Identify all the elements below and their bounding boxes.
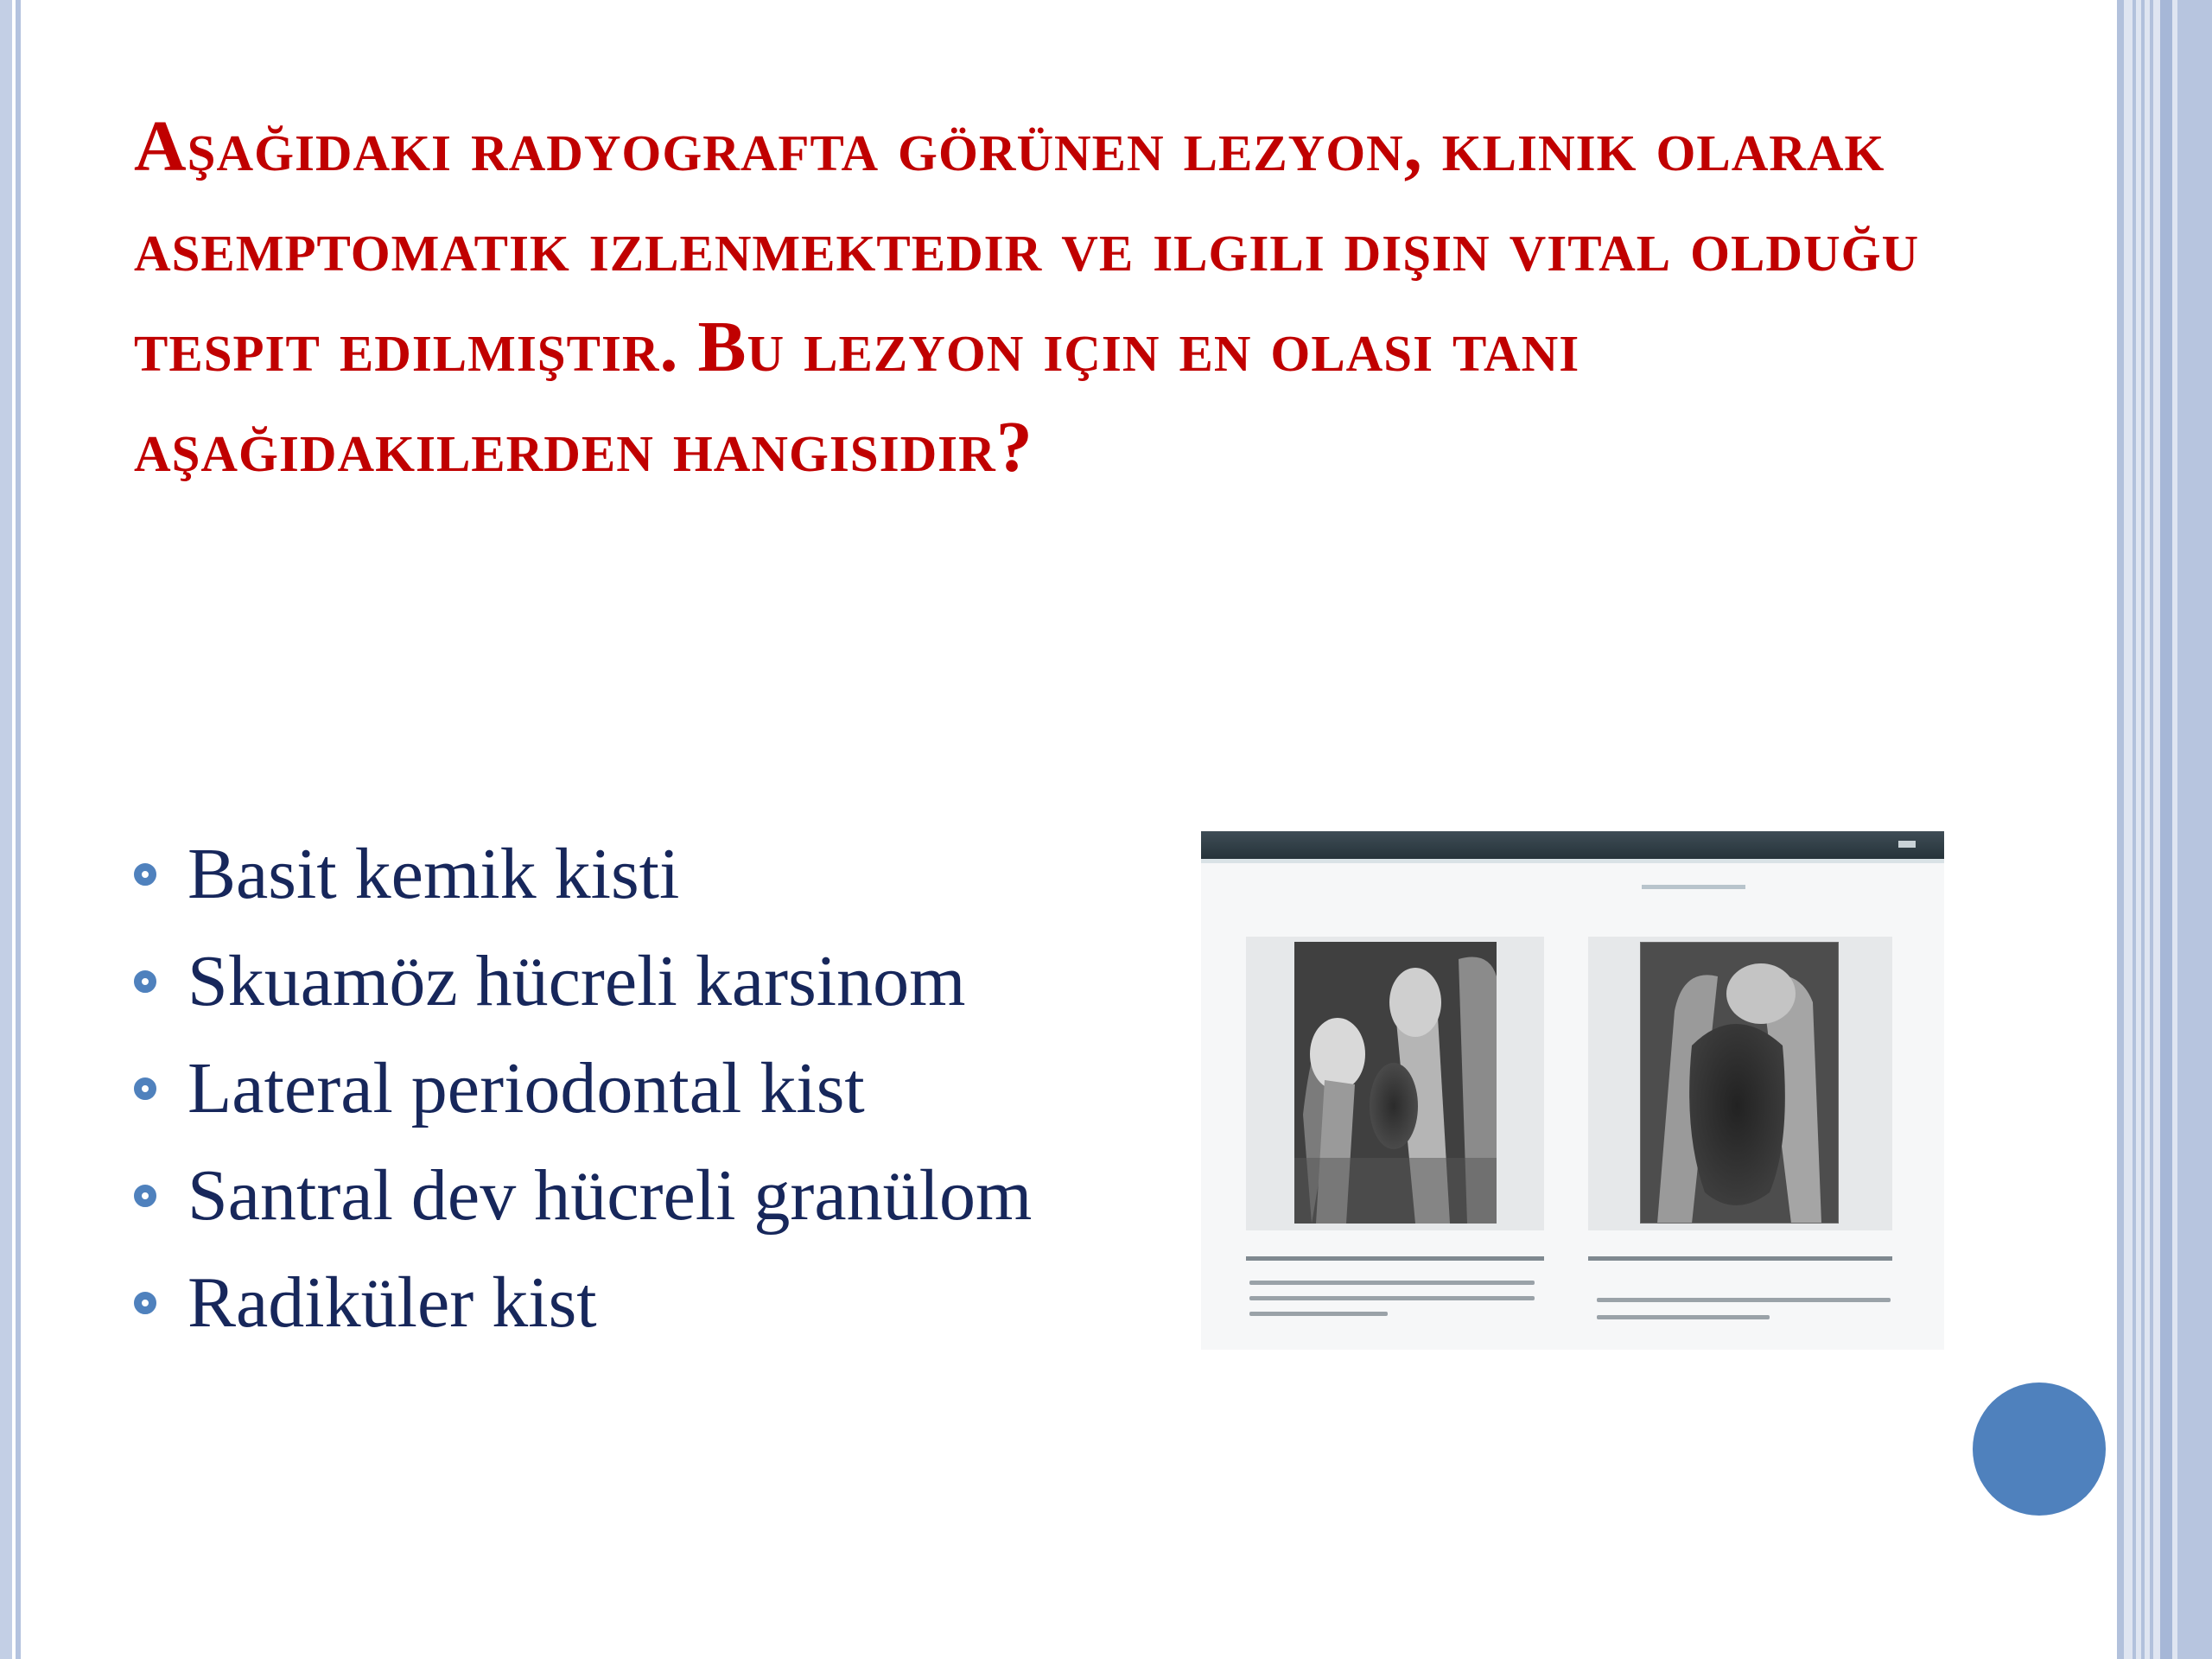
right-border-stripe bbox=[2133, 0, 2136, 1659]
radiograph-right bbox=[1640, 942, 1839, 1224]
radiograph-image bbox=[1201, 831, 1944, 1350]
right-border-stripe bbox=[2150, 0, 2153, 1659]
radiograph-left bbox=[1294, 942, 1497, 1224]
left-border-stripe-inner bbox=[16, 0, 21, 1659]
radiograph-divider bbox=[1246, 1256, 1544, 1261]
radiograph-left-drawing bbox=[1294, 942, 1497, 1224]
option-text: Radiküler kist bbox=[188, 1262, 597, 1343]
left-border-stripe bbox=[0, 0, 12, 1659]
decorative-circle bbox=[1973, 1382, 2106, 1516]
option-text: Skuamöz hücreli karsinom bbox=[188, 941, 966, 1021]
right-border-stripe bbox=[2117, 0, 2124, 1659]
right-border-stripe bbox=[2141, 0, 2145, 1659]
caption-line bbox=[1249, 1296, 1535, 1300]
embedded-slide-number bbox=[1898, 841, 1916, 848]
hollow-circle-bullet-icon bbox=[134, 970, 156, 993]
hollow-circle-bullet-icon bbox=[134, 1185, 156, 1207]
right-border-stripe bbox=[2160, 0, 2172, 1659]
list-item bbox=[134, 821, 1032, 928]
option-text: Lateral periodontal kist bbox=[188, 1048, 865, 1128]
embedded-slide-header-line bbox=[1201, 859, 1944, 863]
embedded-slide-subtitle bbox=[1642, 885, 1745, 889]
caption-line bbox=[1249, 1312, 1388, 1316]
option-text: Basit kemik kisti bbox=[188, 834, 680, 914]
option-text: Santral dev hücreli granülom bbox=[188, 1155, 1033, 1236]
caption-line bbox=[1597, 1315, 1770, 1319]
caption-line bbox=[1249, 1281, 1535, 1285]
hollow-circle-bullet-icon bbox=[134, 1292, 156, 1314]
list-item bbox=[134, 1249, 1032, 1357]
slide-title: Aşağıdaki radyografta görünen lezyon, klinik olarak asemptomatik izlenmektedir ve ilgili dişin vital olduğu tespit edilmiştir. Bu lezyon için en olası tanı aşağıdakilerden hangisidir? bbox=[134, 106, 1920, 487]
list-item bbox=[134, 1035, 1032, 1142]
answer-options bbox=[134, 821, 1032, 1357]
radiograph-right-drawing bbox=[1640, 942, 1839, 1224]
list-item bbox=[134, 1142, 1032, 1249]
hollow-circle-bullet-icon bbox=[134, 1077, 156, 1100]
radiograph-divider bbox=[1588, 1256, 1892, 1261]
embedded-slide-header bbox=[1201, 831, 1944, 859]
right-border-stripe bbox=[2177, 0, 2212, 1659]
caption-line bbox=[1597, 1298, 1891, 1302]
list-item bbox=[134, 928, 1032, 1035]
hollow-circle-bullet-icon bbox=[134, 863, 156, 886]
